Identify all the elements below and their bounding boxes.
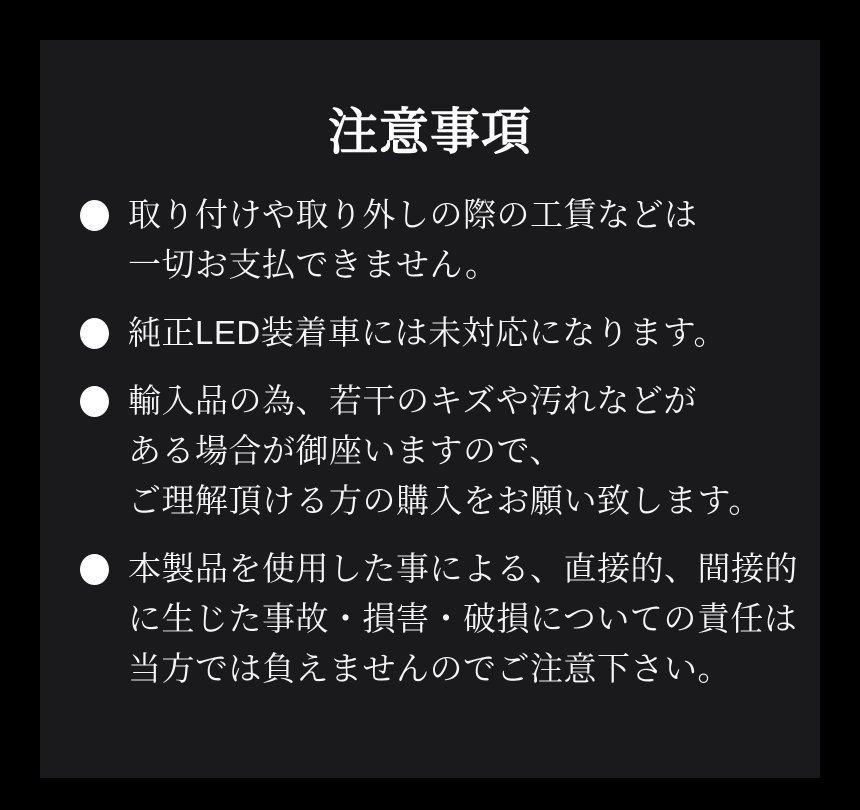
bullet-icon xyxy=(80,318,109,349)
notice-line: 一切お支払できません。 xyxy=(128,246,499,283)
notice-item-3 xyxy=(80,376,796,526)
notice-line: 純正LED装着車には未対応になります。 xyxy=(128,314,728,351)
bullet-icon xyxy=(80,386,109,417)
notice-line: 取り付けや取り外しの際の工賃などは xyxy=(128,196,698,233)
notice-item-3-text xyxy=(128,376,796,526)
notice-line: に生じた事故・損害・破損についての責任は xyxy=(128,600,798,637)
notice-line: ある場合が御座いますので、 xyxy=(128,432,563,469)
notice-line: 輸入品の為、若干のキズや汚れなどが xyxy=(128,382,697,419)
notice-item-1-text xyxy=(128,190,796,290)
notice-item-4 xyxy=(80,544,796,694)
notice-line: 本製品を使用した事による、直接的、間接的 xyxy=(128,550,798,587)
notice-item-1 xyxy=(80,190,796,290)
notice-line: 当方では負えませんのでご注意下さい。 xyxy=(128,650,731,687)
bullet-icon xyxy=(80,200,109,231)
notice-list xyxy=(40,190,820,694)
page-title: 注意事項 xyxy=(328,104,532,160)
notice-item-4-text xyxy=(128,544,798,694)
notice-item-2 xyxy=(80,308,796,358)
notice-line: ご理解頂ける方の購入をお願い致します。 xyxy=(128,482,762,519)
notice-item-2-text xyxy=(128,308,796,358)
bullet-icon xyxy=(80,554,109,585)
notice-panel xyxy=(40,40,820,778)
